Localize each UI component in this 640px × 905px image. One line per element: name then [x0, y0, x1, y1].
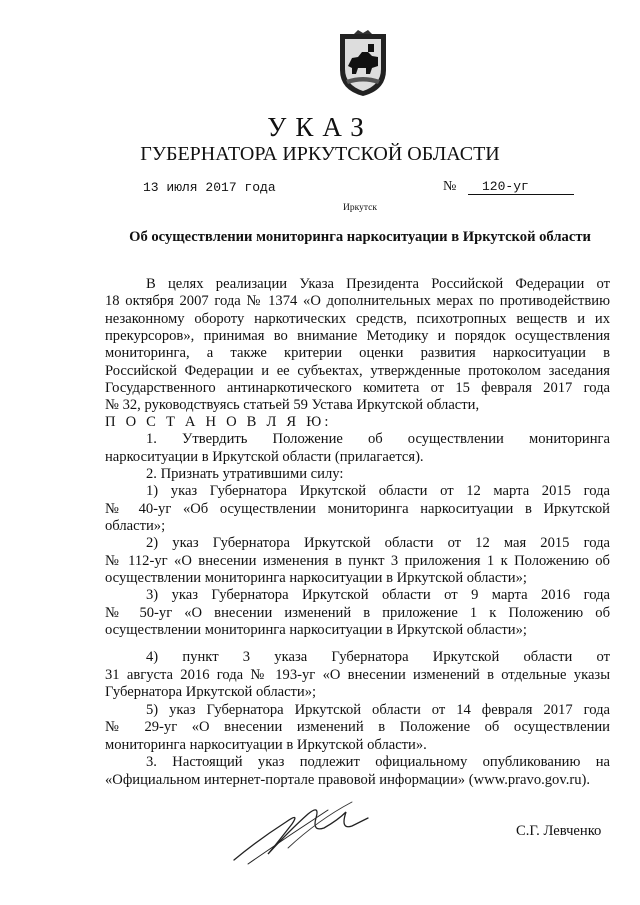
body-line: № 29-уг «О внесении изменений в Положение об осуществлении: [105, 719, 610, 735]
body-line: мониторинга, а также критерии оценки развития наркоситуации в: [105, 345, 610, 361]
signatory-name: С.Г. Левченко: [516, 823, 602, 839]
body-line: осуществлении мониторинга наркоситуации в Иркутской области»;: [105, 622, 527, 638]
body-line: незаконному обороту наркотических средств, психотропных веществ и их: [105, 311, 610, 327]
number-label: №: [443, 179, 457, 194]
body-line: «Официальном интернет-портале правовой информации» (www.pravo.gov.ru).: [105, 772, 591, 788]
body-line: В целях реализации Указа Президента Российской Федерации от: [146, 276, 610, 292]
body-line: 3) указ Губернатора Иркутской области от 9 марта 2016 года: [146, 587, 610, 603]
document-number: 120-уг: [468, 180, 574, 195]
body-line: прекурсоров», принимая во внимание Методику и порядок осуществления: [105, 328, 610, 344]
body-line: № 32, руководствуясь статьей 59 Устава Иркутской области,: [105, 397, 480, 413]
issuer-subtitle: ГУБЕРНАТОРА ИРКУТСКОЙ ОБЛАСТИ: [140, 143, 500, 165]
city-label: Иркутск: [343, 203, 377, 213]
body-line: № 40-уг «Об осуществлении мониторинга наркоситуации в Иркутской: [105, 501, 610, 517]
body-line: № 50-уг «О внесении изменений в приложение 1 к Положению об: [105, 605, 610, 621]
handwritten-signature-icon: [228, 790, 388, 870]
document-type-title: УКАЗ: [267, 112, 373, 142]
body-line: 2) указ Губернатора Иркутской области от 12 мая 2015 года: [146, 535, 610, 551]
document-date: 13 июля 2017 года: [143, 180, 276, 195]
body-line: 2. Признать утратившими силу:: [146, 466, 344, 482]
body-line: области»;: [105, 518, 166, 534]
body-line: 4) пункт 3 указа Губернатора Иркутской области от: [146, 649, 610, 665]
body-line: 3. Настоящий указ подлежит официальному опубликованию на: [146, 754, 610, 770]
body-line: 31 августа 2016 года № 193-уг «О внесении изменений в отдельные указы: [105, 667, 610, 683]
body-line: 1. Утвердить Положение об осуществлении мониторинга: [146, 431, 610, 447]
body-line: 5) указ Губернатора Иркутской области от 14 февраля 2017 года: [146, 702, 610, 718]
decree-keyword: П О С Т А Н О В Л Я Ю:: [105, 414, 332, 430]
body-line: 18 октября 2007 года № 1374 «О дополнительных мерах по противодействию: [105, 293, 610, 309]
body-line: № 112-уг «О внесении изменения в пункт 3 приложения 1 к Положению об: [105, 553, 610, 569]
body-line: 1) указ Губернатора Иркутской области от 12 марта 2015 года: [146, 483, 610, 499]
body-line: Губернатора Иркутской области»;: [105, 684, 317, 700]
body-line: наркоситуации в Иркутской области (прилагается).: [105, 449, 424, 465]
body-line: Государственного антинаркотического комитета от 15 февраля 2017 года: [105, 380, 610, 396]
body-line: мониторинга наркоситуации в Иркутской области».: [105, 737, 427, 753]
body-line: Российской Федерации и ее субъектах, утвержденные протоколом заседания: [105, 363, 610, 379]
coat-of-arms-icon: [332, 30, 394, 98]
document-heading: Об осуществлении мониторинга наркоситуации в Иркутской области: [129, 229, 591, 245]
body-line: осуществлении мониторинга наркоситуации в Иркутской области»;: [105, 570, 527, 586]
